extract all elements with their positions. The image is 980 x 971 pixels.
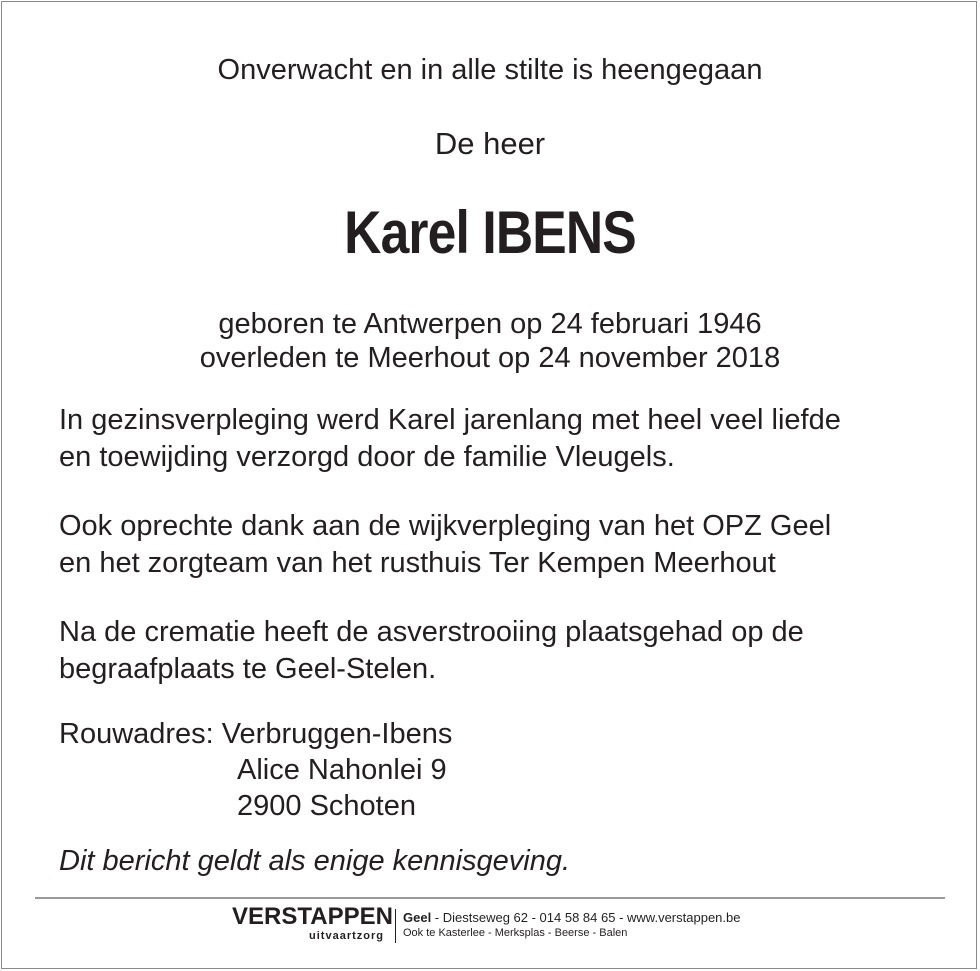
contact-details: - Diestseweg 62 - 014 58 84 65 - www.verstappen.be: [431, 910, 741, 925]
paragraph-line: en toewijding verzorgd door de familie Vleugels.: [59, 441, 675, 473]
paragraph-line: en het zorgteam van het rusthuis Ter Kempen Meerhout: [59, 547, 776, 579]
intro-text: Onverwacht en in alle stilte is heengegaan: [217, 54, 763, 86]
paragraph-thanks: [59, 508, 831, 582]
address-city: 2900 Schoten: [237, 790, 416, 822]
funeral-home-contact: [403, 909, 740, 941]
mourning-address: [59, 716, 452, 824]
brand-subtitle: uitvaartzorg: [309, 930, 384, 942]
death-line: overleden te Meerhout op 24 november 2018: [199, 342, 781, 374]
paragraph-line: In gezinsverpleging werd Karel jarenlang met heel veel liefde: [59, 404, 841, 436]
title-prefix: De heer: [434, 126, 546, 161]
address-street: Alice Nahonlei 9: [237, 754, 447, 786]
contact-line: [403, 909, 740, 926]
birth-line: geboren te Antwerpen op 24 februari 1946: [218, 308, 762, 340]
deceased-name: Karel IBENS: [344, 199, 636, 266]
paragraph-care: [59, 402, 841, 476]
paragraph-line: Na de crematie heeft de asverstrooiing plaatsgehad op de: [59, 616, 804, 648]
contact-city: Geel: [403, 910, 432, 925]
funeral-home-logo: [232, 903, 393, 942]
paragraph-line: Ook oprechte dank aan de wijkverpleging van het OPZ Geel: [59, 510, 832, 542]
footer-separator: [395, 909, 396, 943]
footer-divider: [35, 897, 945, 899]
paragraph-line: begraafplaats te Geel-Stelen.: [59, 653, 437, 685]
brand-name: VERSTAPPEN: [232, 903, 393, 930]
paragraph-cremation: [59, 614, 804, 688]
other-locations: Ook te Kasterlee - Merksplas - Beerse - Balen: [403, 927, 628, 939]
address-label-name: Rouwadres: Verbruggen-Ibens: [59, 718, 453, 750]
notice-text: Dit bericht geldt als enige kennisgeving.: [59, 845, 571, 877]
